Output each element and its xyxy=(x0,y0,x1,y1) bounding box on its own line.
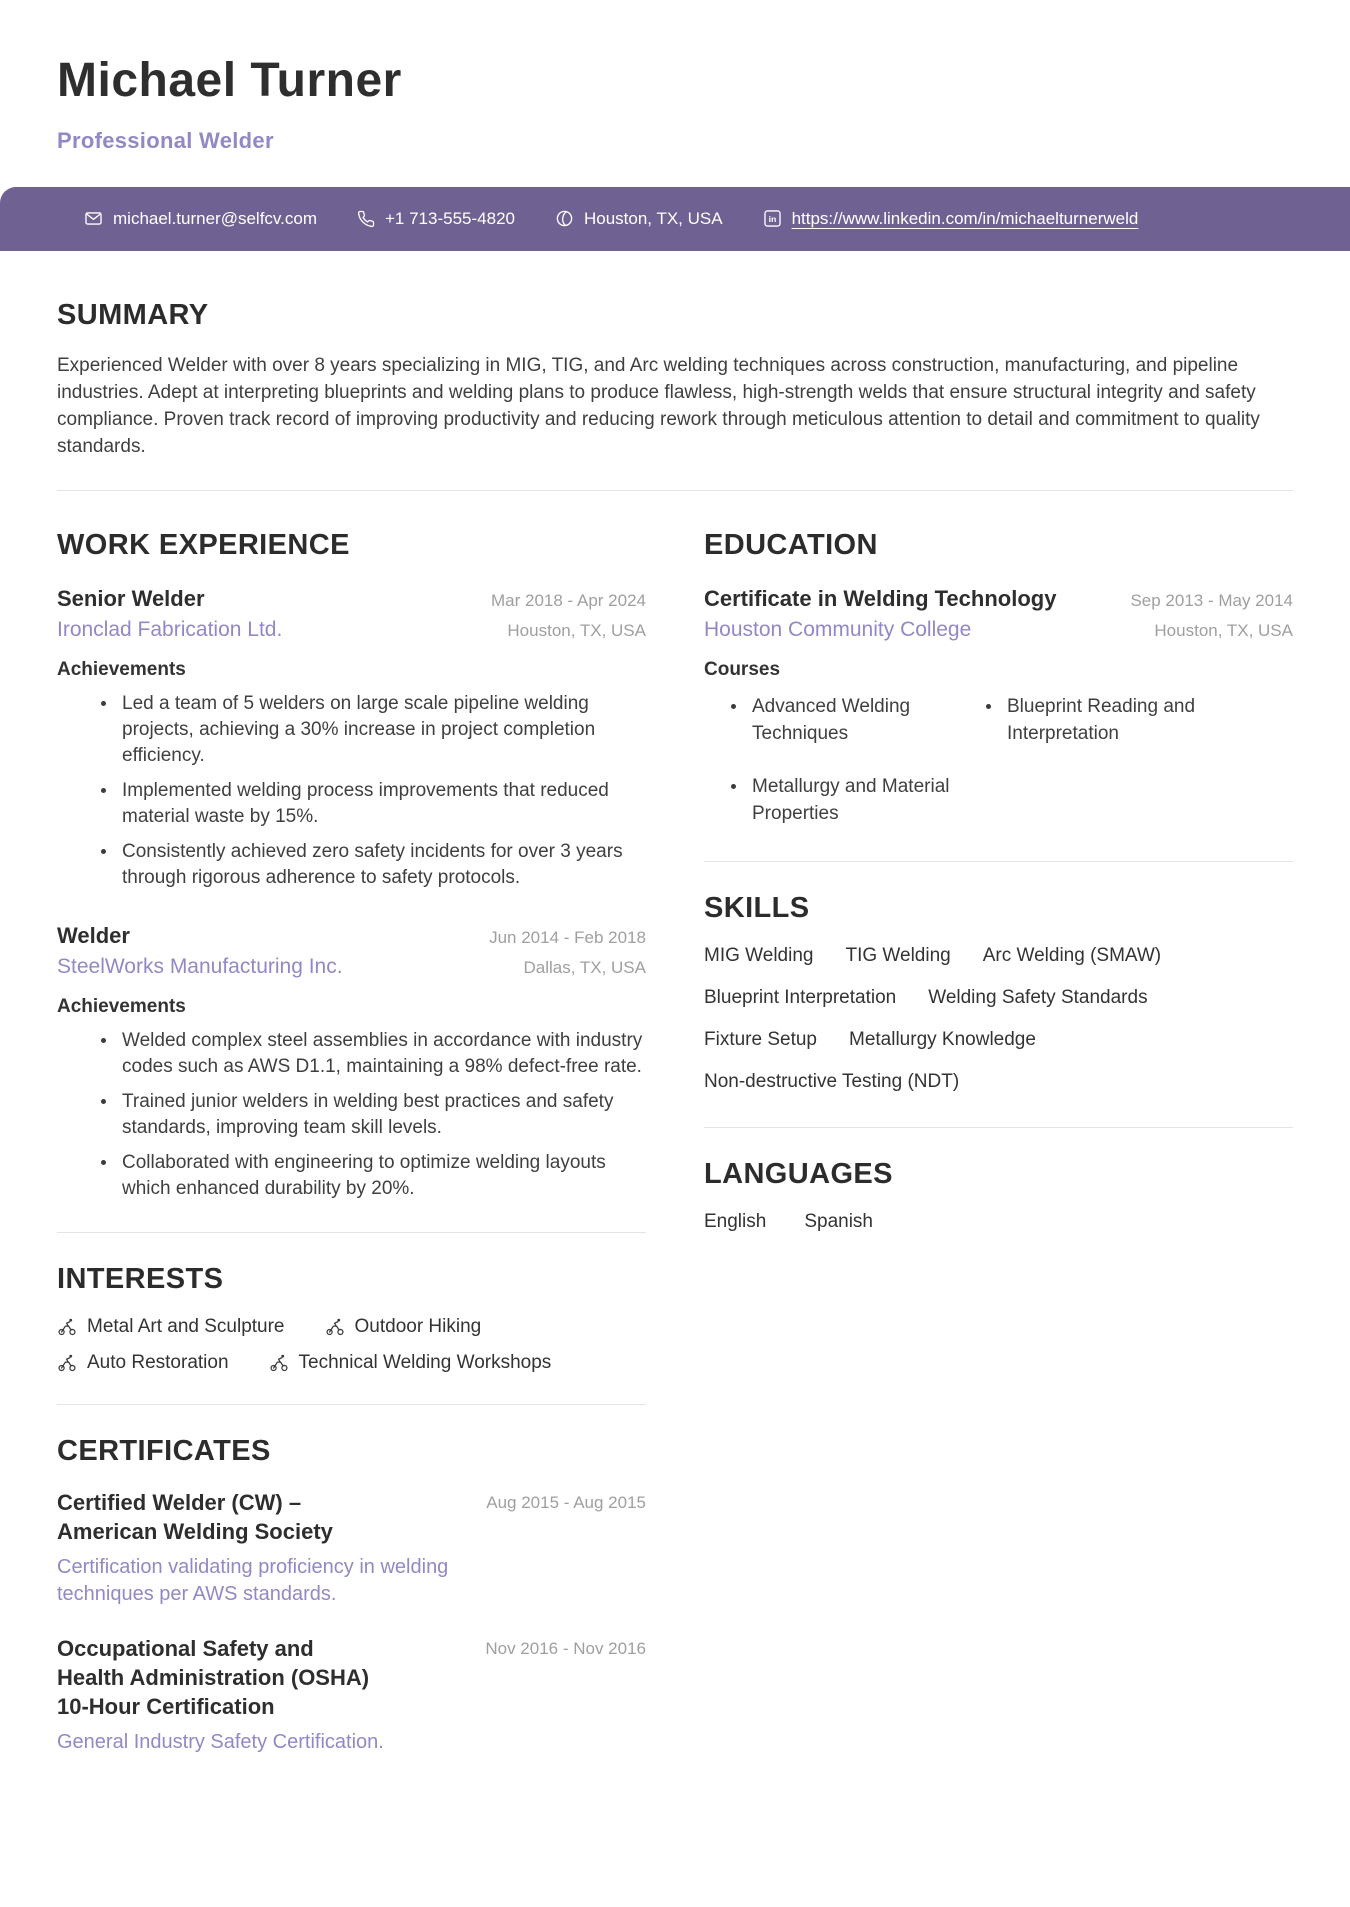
education-dates: Sep 2013 - May 2014 xyxy=(1130,590,1293,610)
two-column-layout xyxy=(57,529,1293,1756)
job-entry xyxy=(57,584,646,891)
school-name: Houston Community College xyxy=(704,617,972,641)
list-item: Metallurgy and Material Properties xyxy=(752,773,977,827)
skills-list xyxy=(704,943,1184,1095)
work-heading: WORK EXPERIENCE xyxy=(57,528,350,561)
section-divider xyxy=(57,1404,646,1405)
person-name: Michael Turner xyxy=(57,54,402,107)
job-location: Dallas, TX, USA xyxy=(523,957,646,977)
interests-section xyxy=(57,1263,646,1374)
right-column xyxy=(704,529,1293,1756)
interest-label: Technical Welding Workshops xyxy=(298,1351,552,1373)
resume-header xyxy=(0,0,1350,154)
job-location: Houston, TX, USA xyxy=(507,620,646,640)
work-experience-section xyxy=(57,529,646,1202)
achievements-list xyxy=(57,1028,646,1202)
degree-title: Certificate in Welding Technology xyxy=(704,585,1057,611)
certificates-section xyxy=(57,1435,646,1756)
language-item: English xyxy=(704,1210,767,1232)
left-column xyxy=(57,529,646,1756)
cyclist-icon xyxy=(325,1317,345,1337)
languages-section xyxy=(704,1158,1293,1235)
svg-text:in: in xyxy=(768,213,776,224)
skill-item: Arc Welding (SMAW) xyxy=(982,944,1162,966)
email-icon xyxy=(84,209,103,228)
courses-label: Courses xyxy=(704,658,781,680)
certificate-entry xyxy=(57,1488,646,1608)
linkedin-link[interactable]: https://www.linkedin.com/in/michaelturnerweld xyxy=(791,208,1139,228)
cyclist-icon xyxy=(269,1353,289,1373)
interest-item xyxy=(269,1352,552,1374)
certificate-dates: Nov 2016 - Nov 2016 xyxy=(485,1638,646,1658)
languages-heading: LANGUAGES xyxy=(704,1157,893,1190)
list-item: Advanced Welding Techniques xyxy=(752,693,977,747)
job-dates: Mar 2018 - Apr 2024 xyxy=(491,590,646,610)
list-item: Led a team of 5 welders on large scale pipeline welding projects, achieving a 30% increase in project completion efficiency. xyxy=(122,691,646,769)
globe-icon xyxy=(555,209,574,228)
job-entry-head xyxy=(57,584,646,643)
job-dates: Jun 2014 - Feb 2018 xyxy=(489,927,646,947)
education-location: Houston, TX, USA xyxy=(1154,620,1293,640)
languages-list xyxy=(704,1209,1293,1235)
contact-linkedin xyxy=(763,209,1139,229)
interest-label: Outdoor Hiking xyxy=(354,1315,482,1337)
list-item: Consistently achieved zero safety incidents for over 3 years through rigorous adherence to safety protocols. xyxy=(122,839,646,891)
skill-item: Metallurgy Knowledge xyxy=(849,1028,1036,1050)
job-company: Ironclad Fabrication Ltd. xyxy=(57,617,283,641)
list-item: Welded complex steel assemblies in accordance with industry codes such as AWS D1.1, maintaining a 98% defect-free rate. xyxy=(122,1028,646,1080)
skills-section xyxy=(704,892,1293,1095)
job-company: SteelWorks Manufacturing Inc. xyxy=(57,954,343,978)
certificate-title: Certified Welder (CW) – American Welding Society xyxy=(57,1489,333,1544)
phone-icon xyxy=(357,210,375,228)
education-entry-head xyxy=(704,584,1293,643)
certificate-head xyxy=(57,1634,646,1721)
interest-item xyxy=(325,1316,482,1338)
person-job-title: Professional Welder xyxy=(57,127,274,153)
job-entry-head xyxy=(57,921,646,980)
skill-item: Welding Safety Standards xyxy=(928,986,1148,1008)
interest-item xyxy=(57,1352,229,1374)
contact-location xyxy=(555,209,723,229)
achievements-list xyxy=(57,691,646,891)
skills-heading: SKILLS xyxy=(704,891,810,924)
certificate-head xyxy=(57,1488,646,1546)
list-item: Blueprint Reading and Interpretation xyxy=(1007,693,1293,747)
job-title: Welder xyxy=(57,922,130,948)
certificate-title: Occupational Safety and Health Administration (OSHA) 10-Hour Certification xyxy=(57,1635,370,1719)
contact-phone-text: +1 713-555-4820 xyxy=(385,208,515,228)
skill-item: Blueprint Interpretation xyxy=(704,986,897,1008)
certificates-heading: CERTIFICATES xyxy=(57,1434,271,1467)
contact-bar xyxy=(0,187,1350,251)
contact-email xyxy=(84,209,317,229)
summary-section xyxy=(57,299,1293,460)
skill-item: Fixture Setup xyxy=(704,1028,817,1050)
job-title: Senior Welder xyxy=(57,585,205,611)
job-entry xyxy=(57,921,646,1202)
certificate-description: General Industry Safety Certification. xyxy=(57,1730,384,1753)
cyclist-icon xyxy=(57,1317,77,1337)
education-entry xyxy=(704,584,1293,827)
section-divider xyxy=(704,1127,1293,1128)
courses-list xyxy=(704,693,1293,827)
education-section xyxy=(704,529,1293,827)
education-heading: EDUCATION xyxy=(704,528,878,561)
contact-email-text: michael.turner@selfcv.com xyxy=(113,208,317,228)
interest-label: Metal Art and Sculpture xyxy=(87,1315,285,1337)
skill-item: TIG Welding xyxy=(845,944,951,966)
list-item: Collaborated with engineering to optimize welding layouts which enhanced durability by 20%. xyxy=(122,1150,646,1202)
interest-item xyxy=(57,1316,285,1338)
list-item: Implemented welding process improvements that reduced material waste by 15%. xyxy=(122,778,646,830)
certificate-entry xyxy=(57,1634,646,1756)
skill-item: Non-destructive Testing (NDT) xyxy=(704,1070,960,1092)
resume-body xyxy=(0,299,1350,1756)
list-item: Trained junior welders in welding best practices and safety standards, improving team skill levels. xyxy=(122,1089,646,1141)
certificate-dates: Aug 2015 - Aug 2015 xyxy=(486,1492,646,1512)
summary-divider xyxy=(57,490,1293,491)
certificate-description: Certification validating proficiency in welding techniques per AWS standards. xyxy=(57,1555,449,1605)
contact-phone xyxy=(357,209,515,229)
skill-item: MIG Welding xyxy=(704,944,814,966)
language-item: Spanish xyxy=(804,1210,873,1232)
summary-text: Experienced Welder with over 8 years specializing in MIG, TIG, and Arc welding techniques across construction, manufacturing, and pipeline industries. Adept at interpreting blueprints and welding plans to produce flawless, high-strength welds that ensure structural integrity and safety compliance. Proven track record of improving productivity and reducing rework through meticulous attention to detail and commitment to quality standards. xyxy=(57,354,1260,457)
achievements-label: Achievements xyxy=(57,995,186,1017)
section-divider xyxy=(704,861,1293,862)
interests-heading: INTERESTS xyxy=(57,1262,224,1295)
summary-heading: SUMMARY xyxy=(57,298,209,331)
contact-location-text: Houston, TX, USA xyxy=(583,208,723,228)
section-divider xyxy=(57,1232,646,1233)
achievements-label: Achievements xyxy=(57,658,186,680)
interest-label: Auto Restoration xyxy=(87,1351,229,1373)
cyclist-icon xyxy=(57,1353,77,1373)
linkedin-icon xyxy=(763,209,782,228)
interests-list xyxy=(57,1316,597,1374)
